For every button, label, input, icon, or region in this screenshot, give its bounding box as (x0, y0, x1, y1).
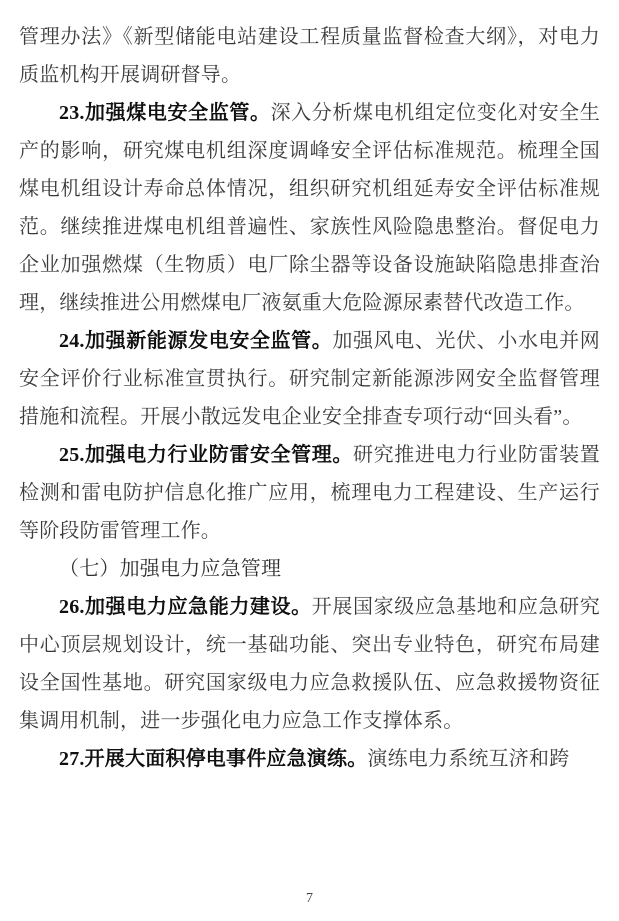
paragraph-lead: 25.加强电力行业防雷安全管理。 (59, 444, 354, 466)
paragraph-body: 加强风电、光伏、小水电并网安全评价行业标准宣贯执行。研究制定新能源涉网安全监督管理措施和流程。开展小散远发电企业安全排查专项行动“回头看”。 (19, 330, 600, 428)
paragraph-item-26 (19, 588, 600, 740)
section-heading-7 (19, 550, 600, 588)
paragraph-lead: 23.加强煤电安全监管。 (59, 102, 271, 124)
paragraph-body: 演练电力系统互济和跨 (367, 748, 570, 770)
page-number: 7 (306, 891, 313, 906)
paragraph-item-25 (19, 436, 600, 550)
paragraph-item-27 (19, 740, 600, 778)
paragraph-body: 深入分析煤电机组定位变化对安全生产的影响，研究煤电机组深度调峰安全评估标准规范。梳理全国煤电机组设计寿命总体情况，组织研究机组延寿安全评估标准规范。继续推进煤电机组普遍性、家族性风险隐患整治。督促电力企业加强燃煤（生物质）电厂除尘器等设备设施缺陷隐患排查治理，继续推进公用燃煤电厂液氨重大危险源尿素替代改造工作。 (19, 102, 600, 314)
paragraph-body: 研究推进电力行业防雷装置检测和雷电防护信息化推广应用，梳理电力工程建设、生产运行等阶段防雷管理工作。 (19, 444, 601, 542)
paragraph-item-23 (19, 94, 600, 322)
section-heading-text: （七）加强电力应急管理 (59, 558, 282, 580)
paragraph-lead: 27.开展大面积停电事件应急演练。 (59, 748, 368, 770)
paragraph-body: 管理办法》《新型储能电站建设工程质量监督检查大纲》，对电力质监机构开展调研督导。 (19, 26, 600, 86)
paragraph-item-24 (19, 322, 600, 436)
paragraph-lead: 26.加强电力应急能力建设。 (59, 596, 312, 618)
paragraph-body: 开展国家级应急基地和应急研究中心顶层规划设计，统一基础功能、突出专业特色，研究布局建设全国性基地。研究国家级电力应急救援队伍、应急救援物资征集调用机制，进一步强化电力应急工作支撑体系。 (19, 596, 600, 732)
paragraph-lead: 24.加强新能源发电安全监管。 (59, 330, 333, 352)
paragraph-continuation (19, 18, 600, 94)
